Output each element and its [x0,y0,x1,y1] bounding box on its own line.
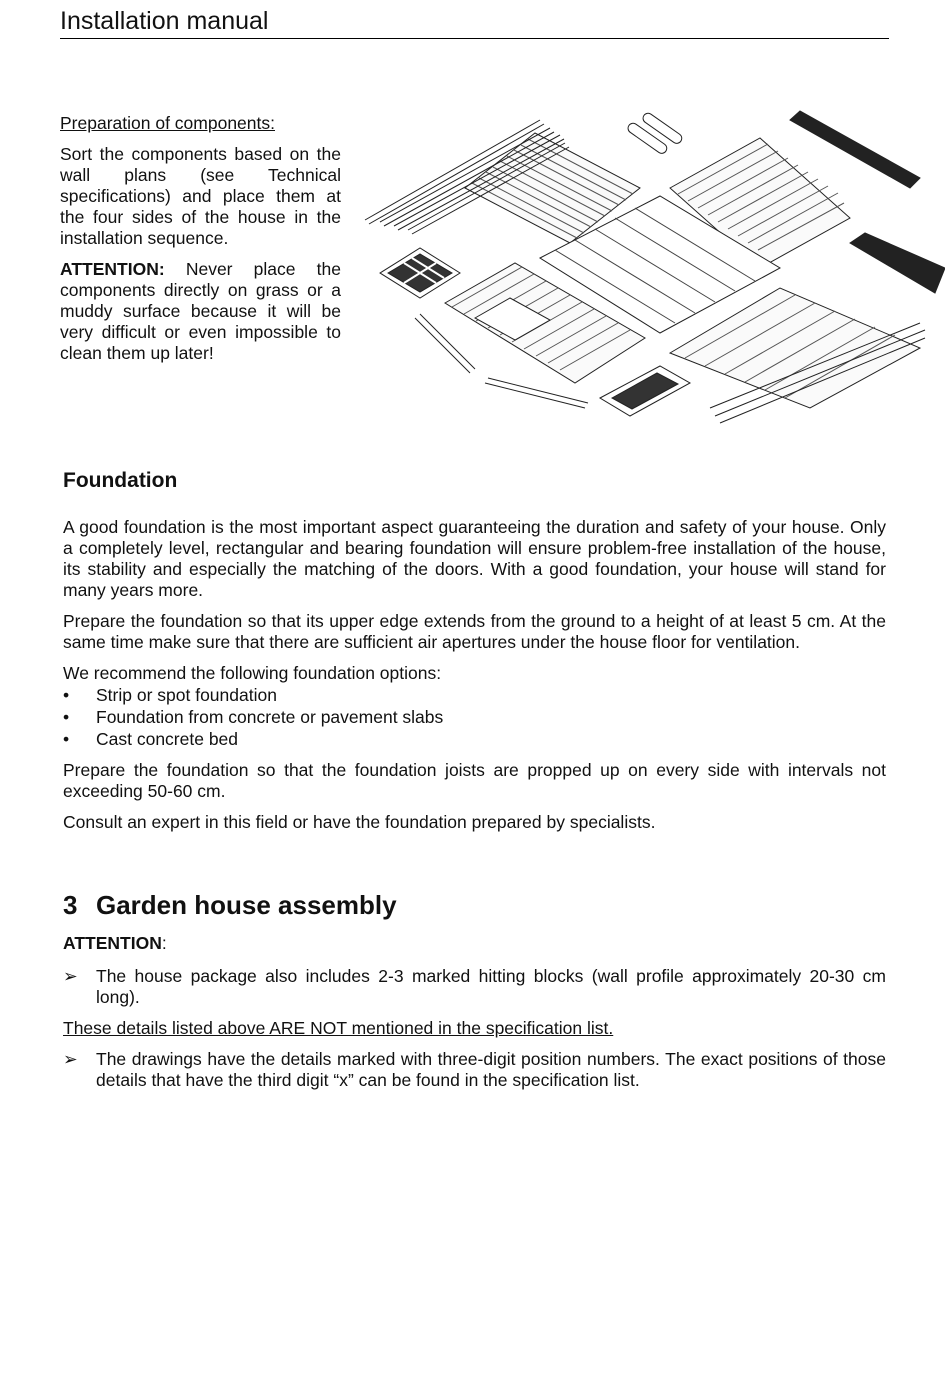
bullet-icon: • [63,729,70,749]
list-item [63,685,886,706]
list-item [63,707,886,728]
assembly-item-1-text: The house package also includes 2-3 marked hitting blocks (wall profile approximately 20-30 cm long). [96,966,886,1007]
list-item [63,729,886,750]
assembly-attention-label: ATTENTION [63,933,162,953]
assembly-heading [63,889,886,921]
list-item-text: Strip or spot foundation [96,685,277,705]
bullet-icon: • [63,685,70,705]
page-header [60,6,889,39]
page-title: Installation manual [60,7,269,35]
preparation-section [60,113,341,374]
foundation-paragraph-4: Prepare the foundation so that the foundation joists are propped up on every side with intervals not exceeding 50-60 cm. [63,760,886,801]
list-item-text: Foundation from concrete or pavement slabs [96,707,444,727]
arrow-bullet-icon: ➢ [63,966,78,986]
assembly-item-2 [63,1049,886,1091]
assembly-heading-text: Garden house assembly [96,890,397,920]
foundation-paragraph-5: Consult an expert in this field or have the foundation prepared by specialists. [63,812,656,832]
foundation-paragraph-3: We recommend the following foundation options: [63,663,442,683]
bullet-icon: • [63,707,70,727]
attention-text: Never place the components directly on grass or a muddy surface because it will be very difficult or even impossible to clean them up later! [60,259,341,363]
preparation-heading: Preparation of components: [60,113,275,133]
foundation-paragraph-1: A good foundation is the most important aspect guaranteeing the duration and safety of your house. Only a completely level, rectangular and bearing foundation will ensure problem-free installation of the house, its stability and especially the matching of the doors. With a good foundation, your house will stand for many years more. [63,517,886,600]
foundation-paragraph-2: Prepare the foundation so that its upper edge extends from the ground to a height of at least 5 cm. At the same time make sure that there are sufficient air apertures under the house floor for ventilation. [63,611,886,652]
assembly-section [63,889,886,1101]
preparation-paragraph: Sort the components based on the wall plans (see Technical specifications) and place them at the four sides of the house in the installation sequence. [60,144,341,248]
section-number: 3 [63,890,78,920]
assembly-attention [63,933,886,954]
foundation-section [63,468,886,843]
attention-label: ATTENTION: [60,259,165,279]
rollers [626,111,684,155]
window-frame-left [380,248,460,298]
arrow-bullet-icon: ➢ [63,1049,78,1069]
assembly-item-2-text: The drawings have the details marked with three-digit position numbers. The exact positions of those details that have the third digit “x” can be found in the specification list. [96,1049,886,1090]
foundation-options-list [63,685,886,750]
assembly-attention-colon: : [161,933,167,953]
door-frame [600,366,690,416]
components-illustration [360,108,945,438]
foundation-heading: Foundation [63,469,178,492]
assembly-note: These details listed above ARE NOT mentioned in the specification list. [63,1018,614,1038]
list-item-text: Cast concrete bed [96,729,239,749]
preparation-attention [60,259,341,364]
board-stack-top [790,111,920,188]
board-stack-bottom [850,233,945,293]
assembly-item-1 [63,966,886,1008]
